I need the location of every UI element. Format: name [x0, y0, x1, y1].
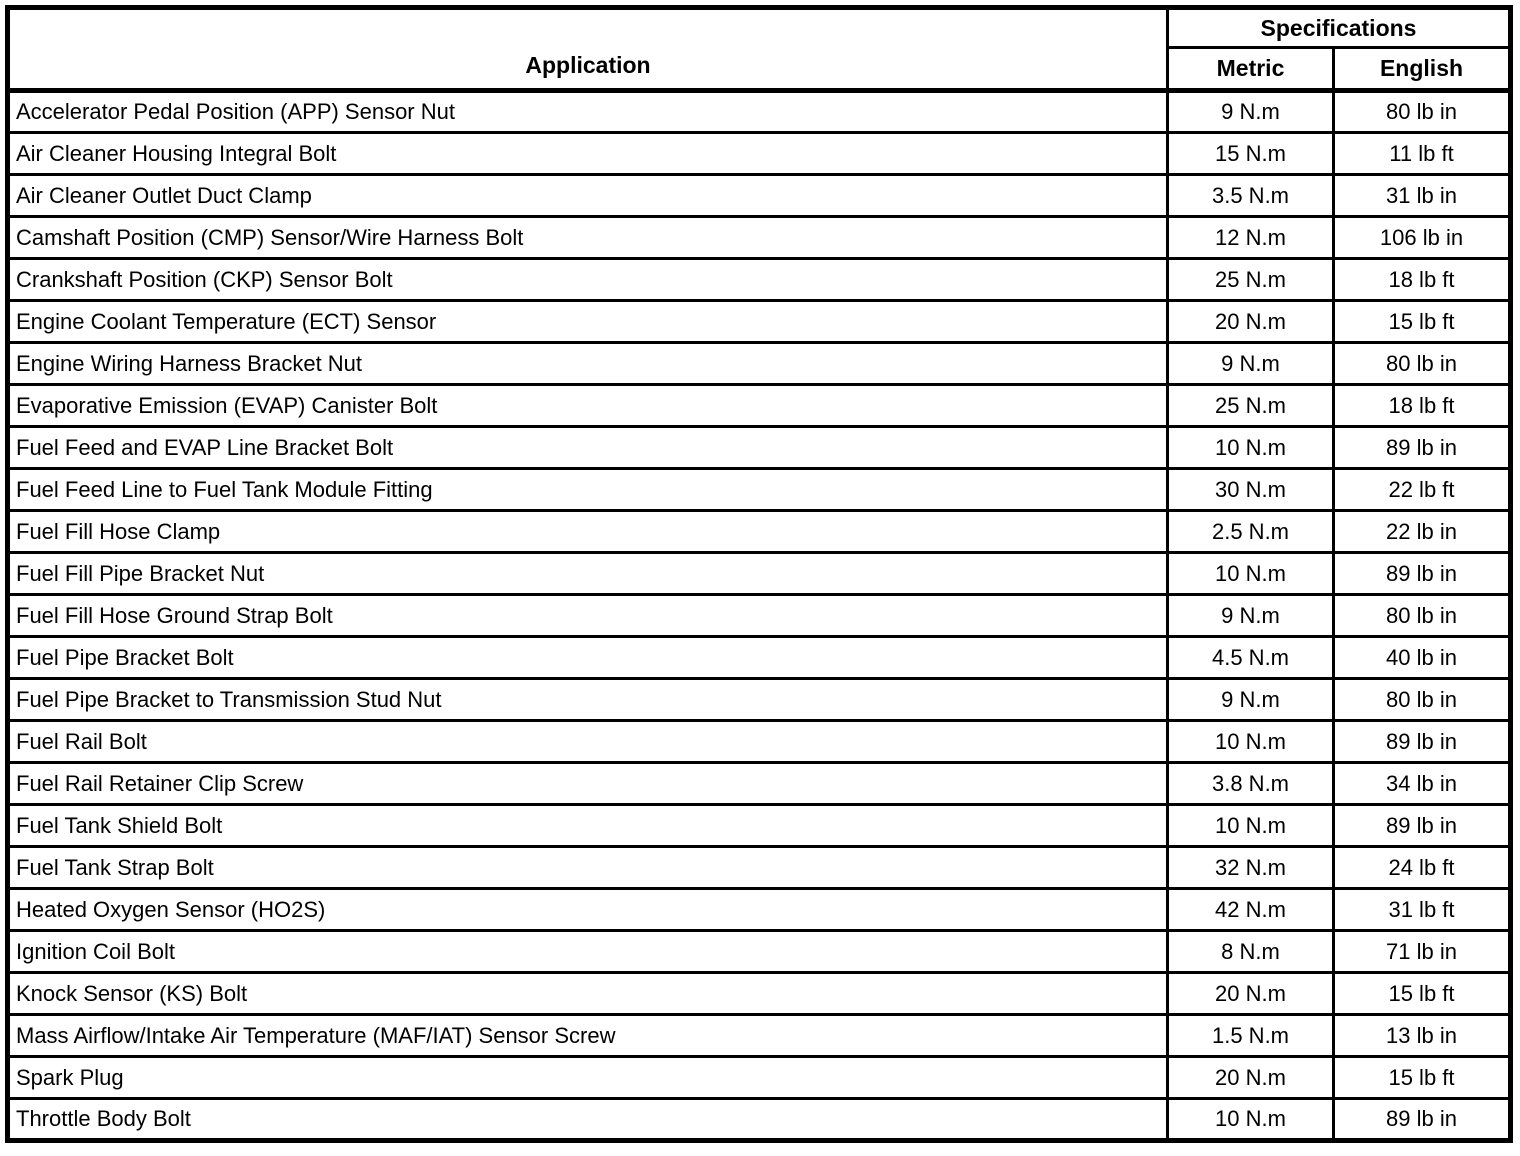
table-row — [8, 805, 1511, 847]
application-cell: Knock Sensor (KS) Bolt — [8, 973, 1168, 1015]
english-value-cell: 31 lb ft — [1334, 889, 1511, 931]
english-value-cell: 89 lb in — [1334, 721, 1511, 763]
metric-value-cell: 1.5 N.m — [1168, 1015, 1334, 1057]
application-cell: Engine Wiring Harness Bracket Nut — [8, 343, 1168, 385]
specifications-column-group-header: Specifications — [1168, 8, 1511, 48]
metric-value-cell: 8 N.m — [1168, 931, 1334, 973]
application-cell: Air Cleaner Housing Integral Bolt — [8, 133, 1168, 175]
table-row — [8, 1099, 1511, 1141]
english-value-cell: 80 lb in — [1334, 679, 1511, 721]
fastener-torque-specifications-table — [5, 5, 1513, 1143]
application-cell: Fuel Feed Line to Fuel Tank Module Fitting — [8, 469, 1168, 511]
metric-value-cell: 3.8 N.m — [1168, 763, 1334, 805]
metric-value-cell: 9 N.m — [1168, 679, 1334, 721]
table-row — [8, 217, 1511, 259]
table-row — [8, 259, 1511, 301]
metric-value-cell: 25 N.m — [1168, 385, 1334, 427]
metric-value-cell: 2.5 N.m — [1168, 511, 1334, 553]
table-row — [8, 553, 1511, 595]
table-row — [8, 931, 1511, 973]
specifications-header-row — [8, 8, 1511, 48]
english-value-cell: 71 lb in — [1334, 931, 1511, 973]
english-value-cell: 89 lb in — [1334, 1099, 1511, 1141]
table-row — [8, 721, 1511, 763]
metric-value-cell: 3.5 N.m — [1168, 175, 1334, 217]
application-cell: Ignition Coil Bolt — [8, 931, 1168, 973]
metric-value-cell: 9 N.m — [1168, 595, 1334, 637]
application-cell: Evaporative Emission (EVAP) Canister Bolt — [8, 385, 1168, 427]
application-cell: Camshaft Position (CMP) Sensor/Wire Harness Bolt — [8, 217, 1168, 259]
metric-value-cell: 10 N.m — [1168, 805, 1334, 847]
english-value-cell: 40 lb in — [1334, 637, 1511, 679]
table-row — [8, 847, 1511, 889]
application-cell: Fuel Fill Hose Clamp — [8, 511, 1168, 553]
table-row — [8, 469, 1511, 511]
table-row — [8, 679, 1511, 721]
table-row — [8, 175, 1511, 217]
english-value-cell: 22 lb ft — [1334, 469, 1511, 511]
application-cell: Fuel Tank Strap Bolt — [8, 847, 1168, 889]
english-value-cell: 24 lb ft — [1334, 847, 1511, 889]
english-value-cell: 31 lb in — [1334, 175, 1511, 217]
english-value-cell: 89 lb in — [1334, 805, 1511, 847]
english-value-cell: 34 lb in — [1334, 763, 1511, 805]
metric-value-cell: 25 N.m — [1168, 259, 1334, 301]
application-cell: Fuel Tank Shield Bolt — [8, 805, 1168, 847]
english-value-cell: 18 lb ft — [1334, 259, 1511, 301]
metric-value-cell: 30 N.m — [1168, 469, 1334, 511]
english-value-cell: 89 lb in — [1334, 553, 1511, 595]
application-cell: Fuel Fill Pipe Bracket Nut — [8, 553, 1168, 595]
table-row — [8, 1057, 1511, 1099]
english-value-cell: 80 lb in — [1334, 595, 1511, 637]
english-value-cell: 15 lb ft — [1334, 973, 1511, 1015]
metric-value-cell: 12 N.m — [1168, 217, 1334, 259]
application-cell: Fuel Rail Retainer Clip Screw — [8, 763, 1168, 805]
table-row — [8, 385, 1511, 427]
table-row — [8, 889, 1511, 931]
english-value-cell: 15 lb ft — [1334, 1057, 1511, 1099]
table-row — [8, 973, 1511, 1015]
application-column-header: Application — [8, 8, 1168, 91]
metric-value-cell: 20 N.m — [1168, 973, 1334, 1015]
application-cell: Fuel Feed and EVAP Line Bracket Bolt — [8, 427, 1168, 469]
application-cell: Throttle Body Bolt — [8, 1099, 1168, 1141]
metric-value-cell: 9 N.m — [1168, 343, 1334, 385]
metric-value-cell: 10 N.m — [1168, 1099, 1334, 1141]
table-row — [8, 1015, 1511, 1057]
table-row — [8, 91, 1511, 133]
table-header — [8, 8, 1511, 91]
english-value-cell: 13 lb in — [1334, 1015, 1511, 1057]
table-row — [8, 637, 1511, 679]
metric-value-cell: 9 N.m — [1168, 91, 1334, 133]
english-value-cell: 89 lb in — [1334, 427, 1511, 469]
english-value-cell: 18 lb ft — [1334, 385, 1511, 427]
table-row — [8, 763, 1511, 805]
application-cell: Air Cleaner Outlet Duct Clamp — [8, 175, 1168, 217]
english-value-cell: 22 lb in — [1334, 511, 1511, 553]
application-cell: Heated Oxygen Sensor (HO2S) — [8, 889, 1168, 931]
metric-value-cell: 20 N.m — [1168, 1057, 1334, 1099]
metric-value-cell: 32 N.m — [1168, 847, 1334, 889]
application-cell: Fuel Rail Bolt — [8, 721, 1168, 763]
english-value-cell: 80 lb in — [1334, 91, 1511, 133]
english-value-cell: 11 lb ft — [1334, 133, 1511, 175]
metric-value-cell: 15 N.m — [1168, 133, 1334, 175]
metric-value-cell: 4.5 N.m — [1168, 637, 1334, 679]
application-cell: Fuel Pipe Bracket Bolt — [8, 637, 1168, 679]
table-row — [8, 511, 1511, 553]
table-row — [8, 427, 1511, 469]
metric-column-header: Metric — [1168, 48, 1334, 91]
application-cell: Crankshaft Position (CKP) Sensor Bolt — [8, 259, 1168, 301]
table-row — [8, 301, 1511, 343]
application-cell: Mass Airflow/Intake Air Temperature (MAF/IAT) Sensor Screw — [8, 1015, 1168, 1057]
application-cell: Spark Plug — [8, 1057, 1168, 1099]
metric-value-cell: 10 N.m — [1168, 553, 1334, 595]
english-value-cell: 15 lb ft — [1334, 301, 1511, 343]
metric-value-cell: 10 N.m — [1168, 427, 1334, 469]
metric-value-cell: 10 N.m — [1168, 721, 1334, 763]
application-cell: Fuel Fill Hose Ground Strap Bolt — [8, 595, 1168, 637]
metric-value-cell: 20 N.m — [1168, 301, 1334, 343]
table-body — [8, 91, 1511, 1141]
english-value-cell: 80 lb in — [1334, 343, 1511, 385]
english-column-header: English — [1334, 48, 1511, 91]
metric-value-cell: 42 N.m — [1168, 889, 1334, 931]
table-row — [8, 595, 1511, 637]
english-value-cell: 106 lb in — [1334, 217, 1511, 259]
application-cell: Engine Coolant Temperature (ECT) Sensor — [8, 301, 1168, 343]
table-row — [8, 133, 1511, 175]
application-cell: Fuel Pipe Bracket to Transmission Stud Nut — [8, 679, 1168, 721]
table-row — [8, 343, 1511, 385]
application-cell: Accelerator Pedal Position (APP) Sensor Nut — [8, 91, 1168, 133]
